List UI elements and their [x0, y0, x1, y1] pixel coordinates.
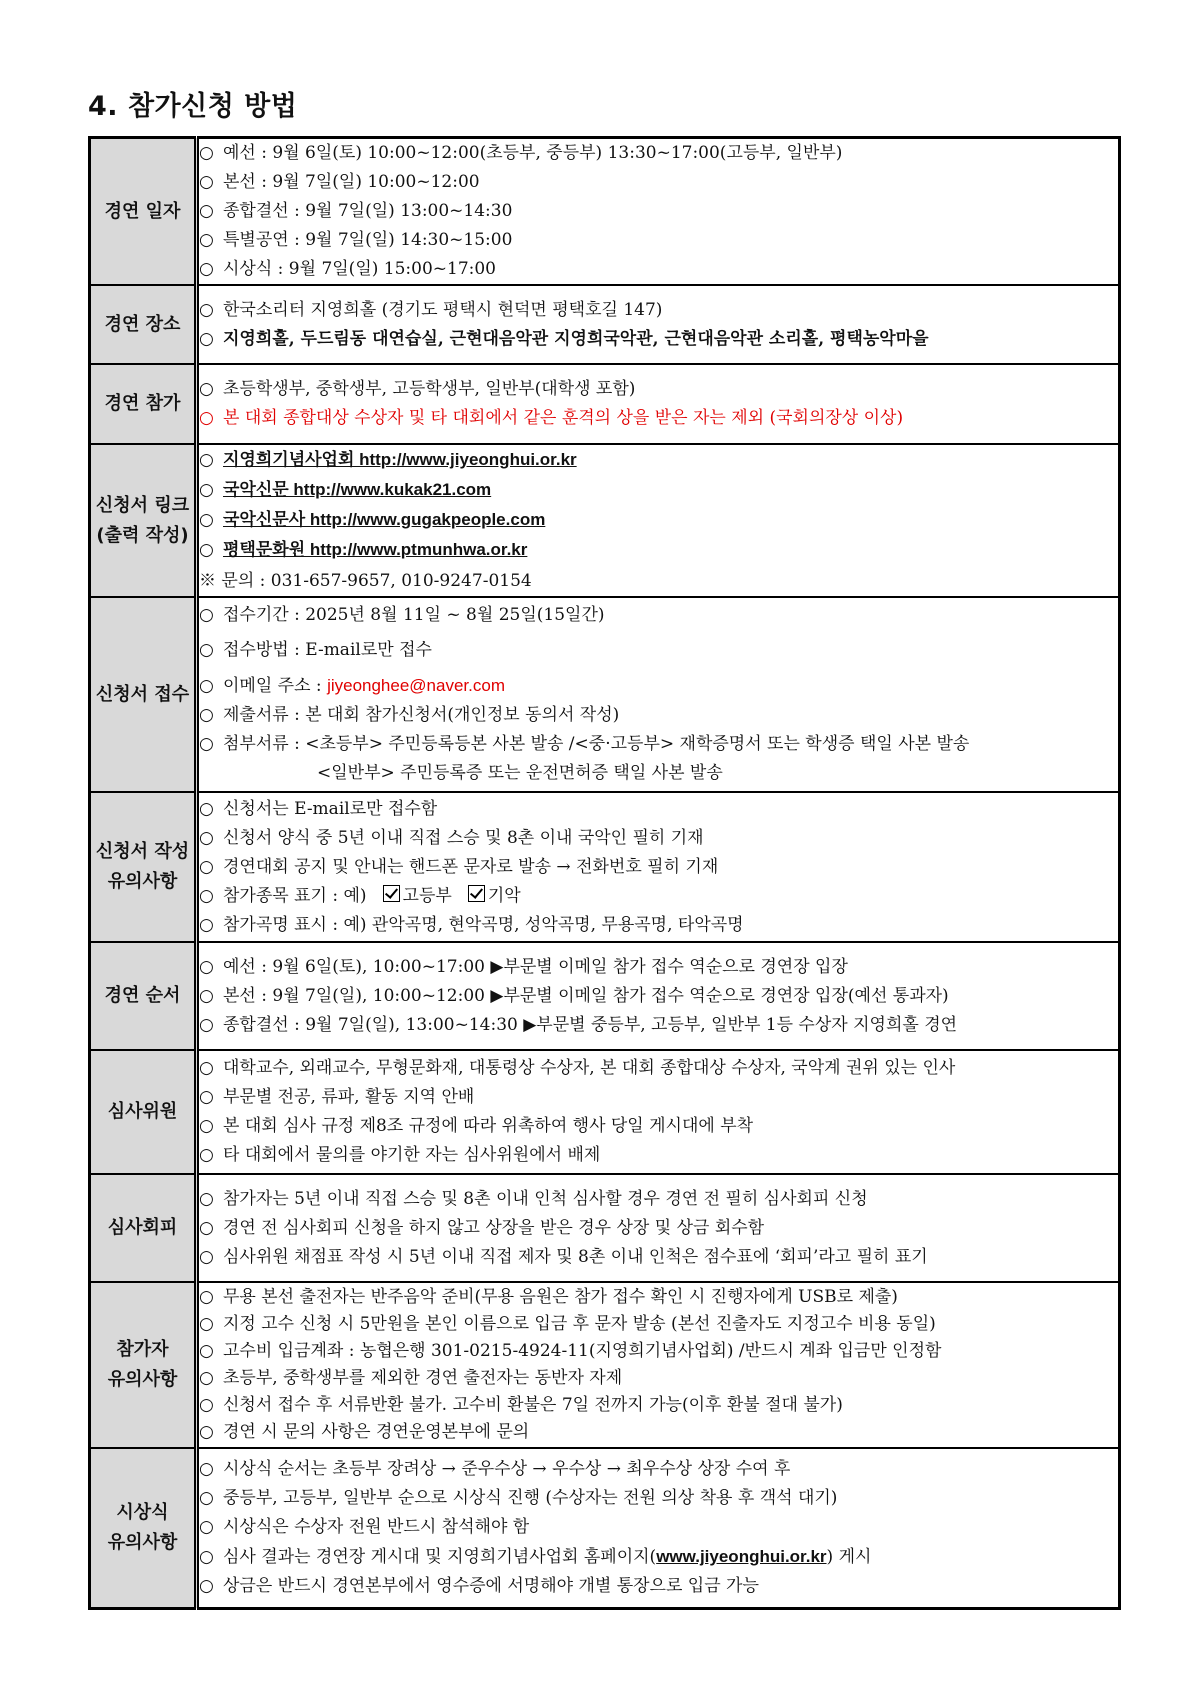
row-content [197, 1174, 1120, 1282]
list-item: ○ 경연 전 심사회피 신청을 하지 않고 상장을 받은 경우 상장 및 상금 회수함 [199, 1214, 1118, 1243]
list-item [199, 445, 1118, 475]
bullet-icon: ○ [199, 1246, 214, 1267]
row-venue [90, 285, 1120, 364]
row-label: 심사위원 [90, 1050, 197, 1174]
row-label: 시상식 유의사항 [90, 1448, 197, 1608]
list-item: ○ 시상식 순서는 초등부 장려상 → 준우수상 → 우수상 → 최우수상 상장 수여 후 [199, 1455, 1118, 1484]
bullet-icon: ○ [199, 956, 214, 977]
row-judges [90, 1050, 1120, 1174]
bullet-icon: ○ [199, 856, 214, 877]
row-content [197, 364, 1120, 444]
bullet-icon: ○ [199, 1188, 214, 1209]
row-content [197, 444, 1120, 597]
list-item: ○ 접수방법 : E-mail로만 접수 [199, 636, 1118, 665]
list-item [199, 535, 1118, 565]
list-item: ○ 신청서 접수 후 서류반환 불가. 고수비 환불은 7일 전까지 가능(이후 환불 절대 불가) [199, 1392, 1118, 1419]
bullet-icon: ○ [199, 450, 214, 470]
list-item: ○ 지정 고수 신청 시 5만원을 본인 이름으로 입금 후 문자 발송 (본선 진출자도 지정고수 비용 동일) [199, 1311, 1118, 1338]
exclusion-notice: ○ 본 대회 종합대상 수상자 및 타 대회에서 같은 훈격의 상을 받은 자는 제외 (국회의장상 이상) [199, 404, 1118, 433]
list-item: ○ 초등부, 중학생부를 제외한 경연 출전자는 동반자 자제 [199, 1365, 1118, 1392]
list-item: ○ 중등부, 고등부, 일반부 순으로 시상식 진행 (수상자는 전원 의상 착용 후 객석 대기) [199, 1484, 1118, 1513]
link-gugakpeople[interactable]: 국악신문사 http://www.gugakpeople.com [223, 510, 546, 529]
bullet-icon: ○ [199, 1487, 214, 1508]
row-participants [90, 1282, 1120, 1448]
bullet-icon: ○ [199, 230, 214, 250]
contact-note: ※ 문의 : 031-657-9657, 010-9247-0154 [199, 571, 532, 591]
bullet-icon: ○ [199, 1458, 214, 1479]
list-item: ○ 고수비 입금계좌 : 농협은행 301-0215-4924-11(지영희기념사업회) /반드시 계좌 입금만 인정함 [199, 1338, 1118, 1365]
bullet-icon: ○ [199, 1341, 214, 1361]
list-item: ○ 참가종목 표기 : 예) 고등부 기악 [199, 882, 1118, 911]
bullet-icon: ○ [199, 1014, 214, 1035]
bullet-icon: ○ [199, 1217, 214, 1238]
row-submission [90, 597, 1120, 792]
bullet-icon: ○ [199, 1395, 214, 1415]
bullet-icon: ○ [199, 985, 214, 1006]
list-item: ○ 경연 시 문의 사항은 경연운영본부에 문의 [199, 1419, 1118, 1446]
link-jiyeonghui[interactable]: 지영희기념사업회 http://www.jiyeonghui.or.kr [223, 450, 577, 469]
list-item: ○ 특별공연 : 9월 7일(일) 14:30~15:00 [199, 226, 1118, 255]
row-content [197, 138, 1120, 286]
bullet-icon: ○ [199, 259, 214, 279]
list-item: ○ 본선 : 9월 7일(일) 10:00~12:00 [199, 168, 1118, 197]
row-order [90, 942, 1120, 1050]
list-item: ○ 경연대회 공지 및 안내는 핸드폰 문자로 발송 → 전화번호 필히 기재 [199, 853, 1118, 882]
list-item: ○ 시상식 : 9월 7일(일) 15:00~17:00 [199, 255, 1118, 284]
bullet-icon: ○ [199, 1116, 214, 1136]
row-content [197, 597, 1120, 792]
email-address[interactable]: jiyeonghee@naver.com [327, 676, 505, 695]
list-item: ○ 부문별 전공, 류파, 활동 지역 안배 [199, 1083, 1118, 1112]
list-item: ○ 이메일 주소 : jiyeonghee@naver.com [199, 671, 1118, 701]
row-label: 신청서 작성 유의사항 [90, 792, 197, 942]
row-content [197, 285, 1120, 364]
homepage-link[interactable]: www.jiyeonghui.or.kr [656, 1546, 827, 1566]
list-item: ○ 신청서는 E-mail로만 접수함 [199, 795, 1118, 824]
bullet-icon: ○ [199, 1058, 214, 1078]
bullet-icon: ○ [199, 1087, 214, 1107]
list-item: ○ 예선 : 9월 6일(토), 10:00~17:00 ▶부문별 이메일 참가 접수 역순으로 경연장 입장 [199, 953, 1118, 982]
list-item: ○ 무용 본선 출전자는 반주음악 준비(무용 음원은 참가 접수 확인 시 진행자에게 USB로 제출) [199, 1284, 1118, 1311]
row-label: 신청서 링크 (출력 작성) [90, 444, 197, 597]
row-ceremony [90, 1448, 1120, 1608]
link-ptmunhwa[interactable]: 평택문화원 http://www.ptmunhwa.or.kr [223, 540, 528, 559]
bullet-icon: ○ [199, 1575, 214, 1596]
row-label: 신청서 접수 [90, 597, 197, 792]
bullet-icon: ○ [199, 201, 214, 221]
row-label: 경연 순서 [90, 942, 197, 1050]
list-item: ○ 타 대회에서 물의를 야기한 자는 심사위원에서 배제 [199, 1141, 1118, 1170]
list-item: ○ 종합결선 : 9월 7일(일) 13:00~14:30 [199, 197, 1118, 226]
list-item: ○ 지영희홀, 두드림동 대연습실, 근현대음악관 지영희국악관, 근현대음악관 소리홀, 평택농악마을 [199, 325, 1118, 354]
bullet-icon: ○ [199, 734, 214, 754]
list-item: ○ 참가자는 5년 이내 직접 스승 및 8촌 이내 인척 심사할 경우 경연 전 필히 심사회피 신청 [199, 1185, 1118, 1214]
list-item: ○ 신청서 양식 중 5년 이내 직접 스승 및 8촌 이내 국악인 필히 기재 [199, 824, 1118, 853]
bullet-icon: ○ [199, 379, 214, 399]
list-item-continued: <일반부> 주민등록증 또는 운전면허증 택일 사본 발송 [317, 763, 723, 783]
row-content [197, 1448, 1120, 1608]
bullet-icon: ○ [199, 640, 214, 660]
bullet-icon: ○ [199, 1287, 214, 1307]
row-links [90, 444, 1120, 597]
list-item: ○ 심사 결과는 경연장 게시대 및 지영희기념사업회 홈페이지(www.jiyeonghui.or.kr) 게시 [199, 1542, 1118, 1572]
bullet-icon: ○ [199, 1145, 214, 1165]
list-item: ○ 종합결선 : 9월 7일(일), 13:00~14:30 ▶부문별 중등부, 고등부, 일반부 1등 수상자 지영희홀 경연 [199, 1011, 1118, 1040]
bullet-icon: ○ [199, 328, 214, 349]
bullet-icon: ○ [199, 1368, 214, 1388]
bullet-icon: ○ [199, 1546, 214, 1567]
row-label: 경연 참가 [90, 364, 197, 444]
row-recusal [90, 1174, 1120, 1282]
row-writing [90, 792, 1120, 942]
bullet-icon: ○ [199, 172, 214, 192]
checked-box-icon [383, 885, 400, 902]
list-item: ○ 상금은 반드시 경연본부에서 영수증에 서명해야 개별 통장으로 입금 가능 [199, 1572, 1118, 1601]
list-item: ○ 첨부서류 : <초등부> 주민등록등본 사본 발송 /<중·고등부> 재학증명서 또는 학생증 택일 사본 발송 [199, 730, 1118, 759]
bullet-icon: ○ [199, 408, 214, 428]
checked-box-icon [468, 885, 485, 902]
row-label: 심사회피 [90, 1174, 197, 1282]
list-item: ○ 시상식은 수상자 전원 반드시 참석해야 함 [199, 1513, 1118, 1542]
bullet-icon: ○ [199, 1422, 214, 1442]
list-item: ○ 제출서류 : 본 대회 참가신청서(개인정보 동의서 작성) [199, 701, 1118, 730]
list-item: ○ 한국소리터 지영희홀 (경기도 평택시 현덕면 평택호길 147) [199, 296, 1118, 325]
row-date [90, 138, 1120, 286]
list-item: ○ 심사위원 채점표 작성 시 5년 이내 직접 제자 및 8촌 이내 인척은 점수표에 ‘회피’라고 필히 표기 [199, 1243, 1118, 1272]
row-label: 경연 장소 [90, 285, 197, 364]
list-item: ○ 본선 : 9월 7일(일), 10:00~12:00 ▶부문별 이메일 참가 접수 역순으로 경연장 입장(예선 통과자) [199, 982, 1118, 1011]
bullet-icon: ○ [199, 798, 214, 819]
bullet-icon: ○ [199, 540, 214, 560]
list-item: ○ 예선 : 9월 6일(토) 10:00~12:00(초등부, 중등부) 13:30~17:00(고등부, 일반부) [199, 139, 1118, 168]
list-item [199, 475, 1118, 505]
bullet-icon: ○ [199, 705, 214, 725]
row-content [197, 792, 1120, 942]
list-item: ○ 대학교수, 외래교수, 무형문화재, 대통령상 수상자, 본 대회 종합대상 수상자, 국악계 권위 있는 인사 [199, 1054, 1118, 1083]
list-item: ○ 본 대회 심사 규정 제8조 규정에 따라 위촉하여 행사 당일 게시대에 부착 [199, 1112, 1118, 1141]
row-label: 참가자 유의사항 [90, 1282, 197, 1448]
bullet-icon: ○ [199, 676, 214, 696]
list-item: ○ 접수기간 : 2025년 8월 11일 ~ 8월 25일(15일간) [199, 601, 1118, 630]
row-content [197, 1282, 1120, 1448]
row-label: 경연 일자 [90, 138, 197, 286]
bullet-icon: ○ [199, 827, 214, 848]
link-kukak21[interactable]: 국악신문 http://www.kukak21.com [223, 480, 492, 499]
bullet-icon: ○ [199, 510, 214, 530]
bullet-icon: ○ [199, 1314, 214, 1334]
row-content [197, 1050, 1120, 1174]
bullet-icon: ○ [199, 605, 214, 625]
list-item [199, 505, 1118, 535]
bullet-icon: ○ [199, 480, 214, 500]
list-item: ○ 참가곡명 표시 : 예) 관악곡명, 현악곡명, 성악곡명, 무용곡명, 타악곡명 [199, 911, 1118, 940]
bullet-icon: ○ [199, 1516, 214, 1537]
row-content [197, 942, 1120, 1050]
bullet-icon: ○ [199, 299, 214, 320]
bullet-icon: ○ [199, 885, 214, 906]
list-item: ○ 초등학생부, 중학생부, 고등학생부, 일반부(대학생 포함) [199, 375, 1118, 404]
bullet-icon: ○ [199, 914, 214, 935]
section-title: 4. 참가신청 방법 [88, 91, 298, 122]
row-eligibility [90, 364, 1120, 444]
bullet-icon: ○ [199, 143, 214, 163]
application-info-table [88, 136, 1121, 1610]
